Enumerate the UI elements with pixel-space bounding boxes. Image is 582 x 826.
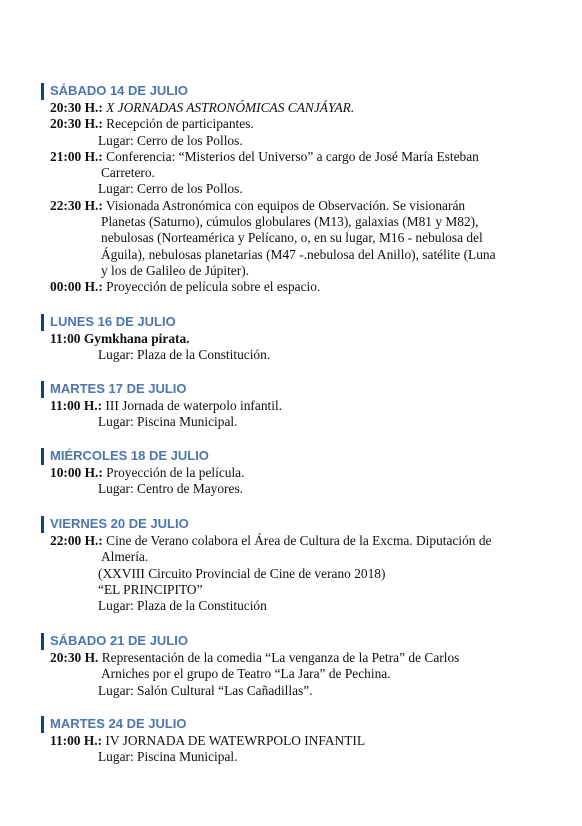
event-line <box>0 650 582 666</box>
event-text: nebulosas (Norteamérica y Pelícano, o, en su lugar, M16 - nebulosa del <box>101 230 483 246</box>
heading-accent-bar <box>41 381 44 398</box>
event-line <box>0 279 582 295</box>
event-text: Recepción de participantes. <box>102 116 254 132</box>
day-section <box>0 313 582 364</box>
event-time: 20:30 H.: <box>50 116 103 132</box>
event-line <box>0 666 582 682</box>
day-heading-text: MIÉRCOLES 18 DE JULIO <box>50 448 209 463</box>
event-line <box>0 465 582 481</box>
event-line <box>0 566 582 582</box>
event-line <box>0 481 582 497</box>
event-text: Lugar: Piscina Municipal. <box>98 749 238 765</box>
event-line <box>0 733 582 749</box>
event-time: 20:30 H.: <box>50 100 103 115</box>
event-time: 00:00 H.: <box>50 279 103 295</box>
day-heading-text: MARTES 24 DE JULIO <box>50 716 187 731</box>
event-text: Almería. <box>101 549 149 565</box>
event-text: Lugar: Piscina Municipal. <box>98 414 238 430</box>
event-time: 11:00 H.: <box>50 398 103 413</box>
day-heading <box>41 380 582 398</box>
heading-accent-bar <box>41 83 44 100</box>
event-text: Planetas (Saturno), cúmulos globulares (M13), galaxias (M81 y M82), <box>101 214 479 230</box>
heading-accent-bar <box>41 633 44 650</box>
day-section <box>0 380 582 431</box>
event-text: IV JORNADA DE WATEWRPOLO INFANTIL <box>102 733 366 748</box>
event-time: 21:00 H.: <box>50 148 103 164</box>
day-heading-text: SÁBADO 14 DE JULIO <box>50 83 188 98</box>
event-time: 10:00 H.: <box>50 465 103 480</box>
event-text: Lugar: Cerro de los Pollos. <box>98 181 243 197</box>
event-line <box>0 749 582 765</box>
event-text: Carretero. <box>101 165 155 181</box>
event-time: 11:00 <box>50 331 81 346</box>
event-text: Proyección de película sobre el espacio. <box>102 279 321 295</box>
heading-accent-bar <box>41 314 44 331</box>
event-time: 22:30 H.: <box>50 197 103 213</box>
event-text: Águila), nebulosas planetarias (M47 -.nebulosa del Anillo), satélite (Luna <box>101 246 496 262</box>
event-line <box>0 533 582 549</box>
day-section <box>0 515 582 614</box>
day-section <box>0 632 582 699</box>
event-text: y los de Galileo de Júpiter). <box>101 262 250 278</box>
event-line <box>0 331 582 347</box>
event-line <box>0 230 582 246</box>
event-text: Lugar: Plaza de la Constitución. <box>98 347 271 363</box>
event-time: 22:00 H.: <box>50 533 103 548</box>
event-text: X JORNADAS ASTRONÓMICAS CANJÁYAR. <box>102 100 355 115</box>
event-line <box>0 133 582 149</box>
day-heading <box>41 447 582 465</box>
event-line <box>0 165 582 181</box>
event-text: Arniches por el grupo de Teatro “La Jara” de Pechina. <box>101 666 391 682</box>
event-line <box>0 247 582 263</box>
day-section <box>0 715 582 766</box>
event-text: (XXVIII Circuito Provincial de Cine de verano 2018) <box>98 565 386 581</box>
event-line <box>0 116 582 132</box>
day-heading <box>41 313 582 331</box>
event-line <box>0 198 582 214</box>
day-heading-text: MARTES 17 DE JULIO <box>50 381 187 396</box>
day-section <box>0 447 582 498</box>
event-line <box>0 398 582 414</box>
day-heading-text: LUNES 16 DE JULIO <box>50 314 176 329</box>
event-text: Lugar: Cerro de los Pollos. <box>98 132 243 148</box>
event-line <box>0 582 582 598</box>
event-line <box>0 263 582 279</box>
event-line <box>0 100 582 116</box>
heading-accent-bar <box>41 716 44 733</box>
day-heading <box>41 82 582 100</box>
day-heading <box>41 715 582 733</box>
heading-accent-bar <box>41 448 44 465</box>
event-text: Gymkhana pirata. <box>80 331 190 346</box>
event-text: Visionada Astronómica con equipos de Observación. Se visionarán <box>102 197 466 213</box>
event-text: Cine de Verano colabora el Área de Cultura de la Excma. Diputación de <box>102 533 492 548</box>
day-heading <box>41 632 582 650</box>
event-line <box>0 214 582 230</box>
event-text: Lugar: Plaza de la Constitución <box>98 598 267 614</box>
event-text: III Jornada de waterpolo infantil. <box>102 398 283 413</box>
event-line <box>0 149 582 165</box>
event-line <box>0 347 582 363</box>
event-text: Proyección de la película. <box>102 465 245 480</box>
event-text: Lugar: Centro de Mayores. <box>98 481 244 497</box>
event-text: Conferencia: “Misterios del Universo” a cargo de José María Esteban <box>102 148 479 164</box>
day-heading-text: SÁBADO 21 DE JULIO <box>50 633 188 648</box>
day-heading-text: VIERNES 20 DE JULIO <box>50 516 189 531</box>
event-line <box>0 549 582 565</box>
day-section <box>0 82 582 296</box>
event-line <box>0 414 582 430</box>
day-heading <box>41 515 582 533</box>
event-line <box>0 598 582 614</box>
event-line <box>0 181 582 197</box>
event-line <box>0 683 582 699</box>
event-text: “EL PRINCIPITO” <box>98 581 203 597</box>
event-time: 11:00 H.: <box>50 733 103 748</box>
event-time: 20:30 H. <box>50 650 99 665</box>
event-text: Representación de la comedia “La venganza de la Petra” de Carlos <box>98 650 460 665</box>
event-text: Lugar: Salón Cultural “Las Cañadillas”. <box>98 682 313 698</box>
heading-accent-bar <box>41 516 44 533</box>
